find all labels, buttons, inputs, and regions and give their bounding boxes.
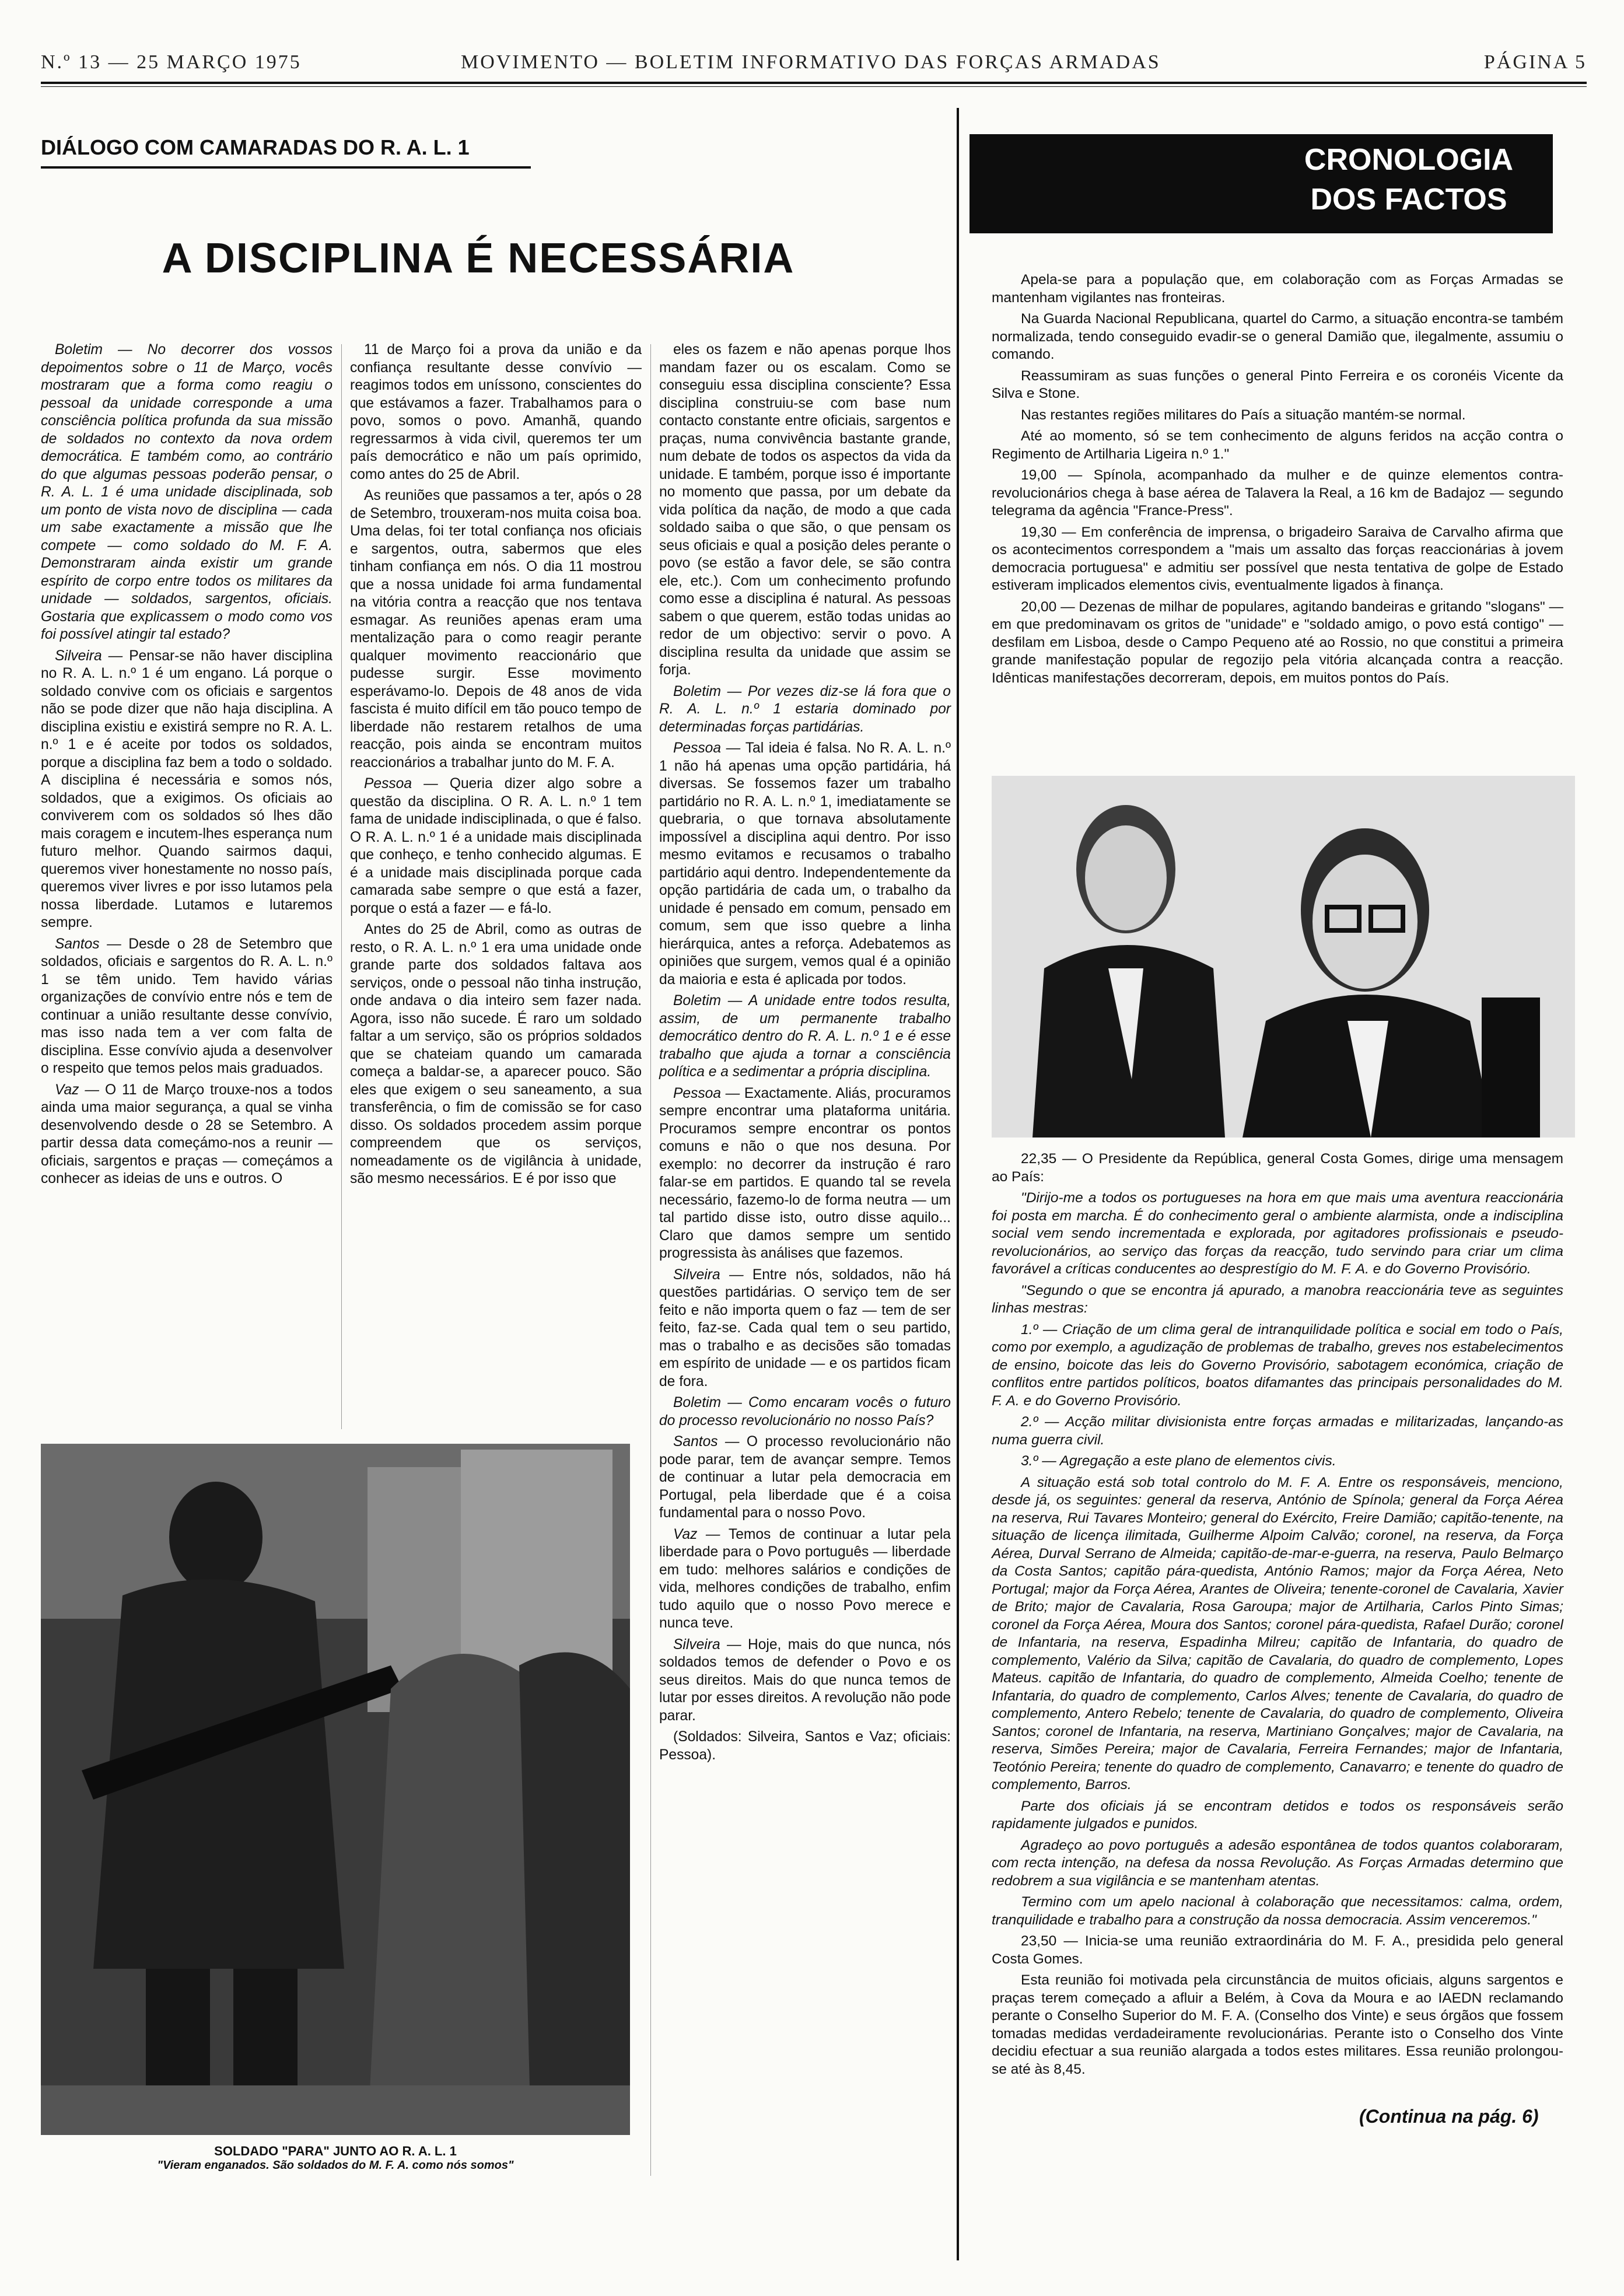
page-number: PÁGINA 5	[1483, 51, 1587, 73]
paragraph-text: 3.º — Agregação a este plano de elementos civis.	[1021, 1453, 1336, 1469]
paragraph	[350, 341, 642, 484]
speaker-name: Santos —	[673, 1434, 747, 1450]
header-rule-thin	[41, 86, 1587, 87]
publication-title: MOVIMENTO — BOLETIM INFORMATIVO DAS FORÇAS ARMADAS	[461, 51, 1161, 73]
paragraph-text: Hoje, mais do que nunca, nós soldados temos de defender o Povo e os seus direitos. Mais do que nunca temos de lutar por esses direitos. A revolução não pode parar.	[659, 1636, 951, 1724]
speaker-name: Vaz —	[55, 1082, 105, 1098]
paragraph-text: Queria dizer algo sobre a questão da disciplina. O R. A. L. n.º 1 tem fama de unidade indisciplinada, o que é falso. O R. A. L. n.º 1 é a unidade mais disciplinada que conheço, e tenho conhecido algumas. E é a unidade mais disciplinada porque cada camarada sabe sempre o que está a fazer, porque o está a fazer — e fá-lo.	[350, 776, 642, 916]
chronology-entry: Reassumiram as suas funções o general Pinto Ferreira e os coronéis Vicente da Silva e Stone.	[992, 368, 1563, 401]
speaker-name: Pessoa —	[673, 1085, 744, 1101]
paragraph-text: Agradeço ao povo português a adesão espontânea de todos quantos colaboraram, com recta intenção, na defesa da nossa Revolução. As Forças Armadas determino que redobrem a sua vigilância e se mantenham atentas.	[992, 1837, 1563, 1889]
paragraph	[659, 740, 951, 989]
speaker-name: Silveira —	[55, 648, 130, 664]
officials-photo	[992, 776, 1575, 1138]
speaker-name: Boletim —	[55, 342, 148, 358]
paragraph	[992, 1837, 1563, 1891]
continued-note: (Continua na pág. 6)	[1359, 2106, 1539, 2127]
paragraph-text: A unidade entre todos resulta, assim, de um permanente trabalho democrático dentro do R. A. L. n.º 1 e é esse trabalho que ajuda a tornar a consciência política e a sedimentar a própria disciplina.	[659, 993, 951, 1080]
article-headline: A DISCIPLINA É NECESSÁRIA	[162, 235, 795, 282]
chronology-entry: Apela-se para a população que, em colaboração com as Forças Armadas se mantenham vigilantes nas fronteiras.	[992, 272, 1563, 306]
paragraph	[659, 683, 951, 737]
speaker-name: Pessoa —	[364, 776, 450, 792]
chronology-entry: 19,30 — Em conferência de imprensa, o brigadeiro Saraiva de Carvalho afirma que os acontecimentos correspondem a "mais um assalto das forças reaccionárias à jovem democracia portuguesa" e admitiu ser possível que nesta tentativa de golpe de Estado estiveram implicados elementos civis, eventualmente ligados à finança.	[992, 524, 1563, 593]
paragraph	[992, 1933, 1563, 1968]
paragraph	[992, 1452, 1563, 1471]
paragraph	[992, 1321, 1563, 1410]
speaker-name: Boletim —	[673, 683, 748, 699]
paragraph-text: 1.º — Criação de um clima geral de intranquilidade política e social em todo o País, como por exemplo, a agudização de problemas de trabalho, greves nos estabelecimentos de ensino, boicote das leis do Governo Provisório, sabotagem económica, criação de conflitos entre partidos políticos, boatos difamantes das principais personalidades do M. F. A. e do Governo Provisório.	[992, 1321, 1563, 1409]
paragraph	[41, 1082, 332, 1188]
paragraph-text: Pensar-se não haver disciplina no R. A. L. n.º 1 é um engano. Lá porque o soldado convive com os oficiais e sargentos não se pode dizer que não haja disciplina. A disciplina existiu e existirá sempre no R. A. L. n.º 1 e é aceite por todos os soldados, porque a disciplina faz bem a todo o soldado. A disciplina é necessária e somos nós, soldados, que a exigimos. Os oficiais ao conviverem com os soldados só lhes dão mais coragem e incutem-lhes esperança num futuro melhor. Quando sairmos daqui, queremos viver honestamente no nosso país, queremos viver livres e por isso lutamos pela nossa liberdade. Lutamos e lutaremos sempre.	[41, 648, 332, 930]
paragraph-text: Exactamente. Aliás, procuramos sempre encontrar uma plataforma unitária. Procuramos sempre encontrar os pontos comuns e não o que nos desuna. Por exemplo: no decorrer da instrução é raro falar-se em partidos. E quando tal se revela necessário, fazemo-lo de forma neutra — um tal partido disse isto, outro disse aquilo... Claro que damos sempre um sentido progressista às análises que fazemos.	[659, 1085, 951, 1261]
paragraph-text: Antes do 25 de Abril, como as outras de resto, o R. A. L. n.º 1 era uma unidade onde grande parte dos soldados faltava aos serviços, onde o pessoal não tinha instrução, onde andava o dia inteiro sem fazer nada. Agora, isso não sucede. É raro um soldado faltar a um serviço, são os próprios soldados que se chateiam quando um camarada começa a baldar-se, a aparecer pouco. São eles que exigem o seu saneamento, a sua transferência, o fim de comissão se for caso disso. Os soldados procedem assim porque compreendem que os serviços, nomeadamente os de vigilância à unidade, são mesmo necessários. E é por isso que	[350, 922, 642, 1186]
section-divider	[957, 108, 959, 2260]
paragraph	[659, 1433, 951, 1522]
officials-photo-illustration	[992, 776, 1575, 1138]
paragraph	[992, 1282, 1563, 1318]
paragraph-text: Temos de continuar a lutar pela liberdade para o Povo português — liberdade em tudo: melhores salários e condições de vida, melhores condições de trabalho, enfim tudo aquilo que o nosso Povo merece e nunca teve.	[659, 1526, 951, 1631]
chronology-entry: Na Guarda Nacional Republicana, quartel do Carmo, a situação encontra-se também normalizada, tendo conseguido evadir-se o general Damião que, ilegalmente, assumiu o comando.	[992, 311, 1563, 362]
paragraph-text: "Dirijo-me a todos os portugueses na hora em que mais uma aventura reaccionária foi posta em marcha. É do conhecimento geral o ambiente alarmista, onde a indisciplina social vem sendo incrementada e explorada, por agitadores profissionais e pseudo-revolucionários, ao serviço das forças da reacção, tudo servindo para criar um clima favorável a críticas conducentes ao desprestígio do M. F. A. e do Governo Provisório.	[992, 1190, 1563, 1277]
paragraph	[659, 1394, 951, 1430]
speaker-name: Boletim —	[673, 993, 749, 1009]
paragraph	[992, 1413, 1563, 1449]
chronology-title: CRONOLOGIA DOS FACTOS	[1304, 143, 1514, 216]
column-divider	[650, 344, 651, 2176]
paragraph	[350, 487, 642, 772]
paragraph	[659, 1266, 951, 1391]
caption-subtitle: "Vieram enganados. São soldados do M. F. A. como nós somos"	[157, 2159, 514, 2172]
kicker-underline	[41, 166, 531, 169]
paragraph-text: 11 de Março foi a prova da união e da confiança resultante desse convívio — reagimos todos em uníssono, conscientes do que estávamos a fazer. Trabalhamos para o povo, somos o povo. Amanhã, quando regressarmos à vida civil, queremos ter um país democrático e não um país oprimido, como antes do 25 de Abril.	[350, 342, 642, 482]
paragraph-text: Parte dos oficiais já se encontram detidos e todos os responsáveis serão rapidamente julgados e punidos.	[992, 1798, 1563, 1832]
speaker-name: Santos —	[55, 936, 129, 952]
paragraph	[992, 1474, 1563, 1794]
paragraph-text: Como encaram vocês o futuro do processo revolucionário no nosso País?	[659, 1395, 951, 1429]
chronology-bottom-text	[992, 1150, 1563, 2082]
paragraph	[659, 1636, 951, 1726]
paragraph-text: Por vezes diz-se lá fora que o R. A. L. n.º 1 estaria dominado por determinadas forças partidárias.	[659, 683, 951, 735]
paragraph	[992, 1150, 1563, 1186]
chronology-entry: Até ao momento, só se tem conhecimento de alguns feridos na acção contra o Regimento de Artilharia Ligeira n.º 1."	[992, 428, 1563, 462]
paragraph	[659, 992, 951, 1082]
article-column-2	[350, 341, 642, 1192]
paragraph-text: Desde o 28 de Setembro que soldados, oficiais e sargentos do R. A. L. n.º 1 se têm unido. Tem havido várias organizações de convívio entre nós e tem de continuar a união resultante desse convívio, mas isso nada tem a ver com falta de disciplina. Esse convívio ajuda a desenvolver o respeito que temos pelos mais graduados.	[41, 936, 332, 1076]
paragraph	[659, 1526, 951, 1633]
paragraph-text: 23,50 — Inicia-se uma reunião extraordinária do M. F. A., presidida pelo general Costa Gomes.	[992, 1933, 1563, 1967]
chronology-entry: Nas restantes regiões militares do País a situação mantém-se normal.	[1021, 407, 1466, 423]
chronology-entry: 19,00 — Spínola, acompanhado da mulher e de quinze elementos contra-revolucionários chega à base aérea de Talavera la Real, a 16 km de Badajoz — segundo telegrama da agência "France-Press".	[992, 467, 1563, 519]
paragraph-text: O 11 de Março trouxe-nos a todos ainda uma maior segurança, a qual se vinha desenvolvendo desde o 28 se Setembro. A partir dessa data começámo-nos a reunir — oficiais, sargentos e praças — começámos a conhecer as ideias de uns e outros. O	[41, 1082, 332, 1186]
speaker-name: Boletim —	[673, 1395, 749, 1410]
paragraph	[41, 648, 332, 932]
speaker-name: Pessoa —	[673, 740, 746, 756]
paragraph-text: O processo revolucionário não pode parar, tem de avançar sempre. Temos de continuar a lutar pela democracia em Portugal, pela liberdade que é a coisa fundamental para o nosso Povo.	[659, 1434, 951, 1521]
article-column-1	[41, 341, 332, 1192]
paragraph	[992, 1894, 1563, 1929]
paragraph	[992, 1972, 1563, 2078]
paragraph-text: Termino com um apelo nacional à colaboração que necessitamos: calma, ordem, tranquilidade e trabalho para a construção da nossa democracia. Assim venceremos."	[992, 1894, 1563, 1928]
soldier-photo	[41, 1444, 630, 2135]
paragraph	[659, 341, 951, 680]
header-rule	[41, 82, 1587, 84]
soldier-photo-illustration	[41, 1444, 630, 2135]
paragraph	[350, 775, 642, 918]
speaker-name: Vaz —	[673, 1526, 729, 1542]
paragraph-text: No decorrer dos vossos depoimentos sobre o 11 de Março, vocês mostraram que a forma como reagiu o pessoal da unidade corresponde a uma consciência política profunda da sua missão de soldados no contexto da nova ordem democrática. E também como, ao contrário do que algumas pessoas poderão pensar, o R. A. L. 1 é uma unidade disciplinada, sob um ponto de vista novo de disciplina — cada um sabe exactamente a missão que lhe compete — como soldado do M. F. A. Demonstraram ainda existir um grande espírito de corpo entre todos os militares da unidade — soldados, sargentos, oficiais. Gostaria que explicassem o modo como vos foi possível atingir tal estado?	[41, 342, 332, 642]
chronology-entry: 20,00 — Dezenas de milhar de populares, agitando bandeiras e gritando "slogans" — em que predominavam os gritos de "unidade" e "soldado amigo, o povo está contigo" — desfilam em Lisboa, desde o Campo Pequeno até ao Rossio, no que constitui a primeira grande manifestação popular de regozijo pela vitória alcançada contra a reacção. Idênticas manifestações decorreram, depois, em muitos pontos do País.	[992, 598, 1563, 686]
photo-caption	[41, 2144, 630, 2172]
paragraph	[350, 921, 642, 1188]
chronology-top-text	[992, 271, 1563, 691]
issue-date: N.º 13 — 25 MARÇO 1975	[41, 51, 302, 73]
speaker-name: Silveira —	[673, 1266, 752, 1283]
speaker-name: Silveira —	[673, 1636, 748, 1653]
paragraph-text: eles os fazem e não apenas porque lhos mandam fazer ou os escalam. Como se conseguiu essa disciplina consciente? Essa disciplina construiu-se com base num contacto constante entre oficiais, sargentos e praças, numa convivência bastante grande, num debate de todos os aspectos da vida da unidade. E também, porque isso é importante no momento que passa, por um debate da vida política da nação, de modo a que cada soldado saiba o que são, o que pensam os seus oficiais e qual a posição deles perante o povo (se estão a favor dele, se são contra ele, etc.). Com um conhecimento profundo como esse a disciplina é natural. As pessoas sabem o que querem, estão todas unidas ao redor de um objectivo: servir o povo. A disciplina resulta da unidade que assim se forja.	[659, 342, 951, 678]
article-kicker: DIÁLOGO COM CAMARADAS DO R. A. L. 1	[41, 135, 470, 159]
paragraph-text: Entre nós, soldados, não há questões partidárias. O serviço tem de ser feito e não importa quem o faz — tem de ser feito, faz-se. Cada qual tem o seu partido, mas o trabalho e as decisões são tomadas em espírito de unidade — e os partidos ficam de fora.	[659, 1266, 951, 1390]
paragraph	[659, 1085, 951, 1263]
paragraph	[659, 1728, 951, 1764]
paragraph	[992, 1189, 1563, 1279]
paragraph-text: As reuniões que passamos a ter, após o 28 de Setembro, trouxeram-nos muita coisa boa. Uma delas, foi ter total confiança nos oficiais e sargentos, outra, sabermos que eles tinham confiança em nós. O dia 11 mostrou que a nossa unidade foi arma fundamental na vitória contra a reacção que nos tentava esmagar. As reuniões apenas eram uma mentalização para o como reagir perante qualquer movimento reaccionário que pudesse surgir. Esse movimento esperávamo-lo. Depois de 48 anos de vida fascista é muito difícil em tão pouco tempo de liberdade não restarem retalhos de uma reacção, pois ainda se encontram muitos reaccionários a trabalhar junto do M. F. A.	[350, 488, 642, 771]
paragraph-text: "Segundo o que se encontra já apurado, a manobra reaccionária teve as seguintes linhas mestras:	[992, 1282, 1563, 1316]
paragraph-text: A situação está sob total controlo do M. F. A. Entre os responsáveis, menciono, desde já, os seguintes: general da reserva, António de Spínola; general da Força Aérea na reserva, Rui Tavares Monteiro; general do Exército, Freire Damião; capitão-tenente, na situação de licença ilimitada, Guilherme Alpoim Calvão; coronel, na reserva, da Força Aérea, Durval Serrano de Almeida; capitão-de-mar-e-guerra, na reserva, Paulo Belmarço da Costa Santos; capitão pára-quedista, António Ramos; major da Força Aérea, Neto Portugal; major da Força Aérea, Arantes de Oliveira; tenente-coronel de Cavalaria, Xavier de Brito; major de Cavalaria, Rosa Garoupa; major de Artilharia, Carlos Pinto Simas; coronel da Força Aérea, Moura dos Santos; coronel pára-quedista, Rafael Durão; coronel de Infantaria, na reserva, Espadinha Milreu; capitão de Infantaria, do quadro de complemento, Valério da Silva; capitão de Cavalaria, do quadro de complemento, Lopes Mateus. capitão de Infantaria, do quadro de complemento, Almeida Coelho; tenente de Infantaria, do quadro de complemento, Carlos Alves; tenente de Cavalaria, do quadro de complemento, Antero Rebelo; tenente de Cavalaria, do quadro de complemento, Oliveira Santos; coronel de Infantaria, na reserva, Martiniano Gonçalves; major de Cavalaria, na reserva, Simões Pereira; major de Cavalaria, Ferreira Fernandes; major de Infantaria, Teotónio Pereira; tenente do quadro de complemento, Canavarro; e tenente do quadro de complemento, Barros.	[992, 1474, 1563, 1793]
article-column-3	[659, 341, 951, 1768]
paragraph	[41, 936, 332, 1078]
paragraph	[41, 341, 332, 644]
paragraph-text: Esta reunião foi motivada pela circunstância de muitos oficiais, alguns sargentos e praças terem começado a afluir a Belém, à Cova da Moura e ao IAEDN reclamando perante o Conselho Superior do M. F. A. (Conselho dos Vinte) e seus órgãos que fossem tomadas medidas verdadeiramente revolucionárias. Perante isto o Conselho dos Vinte decidiu efectuar a sua reunião alargada a todos estes militares. Essa reunião prolongou-se até às 8,45.	[992, 1972, 1563, 2077]
paragraph-text: (Soldados: Silveira, Santos e Vaz; oficiais: Pessoa).	[659, 1729, 951, 1763]
paragraph-text: Tal ideia é falsa. No R. A. L. n.º 1 não há apenas uma opção partidária, há diversas. Se fossemos fazer um trabalho partidário no R. A. L. n.º 1, imediatamente se quebraria, o que tornava absolutamente impossível a disciplina aqui dentro. Por isso mesmo evitamos e recusamos o trabalho partidário aqui dentro. Independentemente da opção partidária de cada um, o trabalho da unidade é pensado em comum, pensado em comum, sem que isso quebre a linha hierárquica, antes a reforça. Adebatemos as opiniões que surgem, vemos qual é a opinião da maioria e esta é aplicada por todos.	[659, 740, 951, 988]
paragraph-text: 2.º — Acção militar divisionista entre forças armadas e militarizadas, lançando-as numa guerra civil.	[992, 1414, 1563, 1448]
caption-title: SOLDADO "PARA" JUNTO AO R. A. L. 1	[214, 2144, 457, 2158]
paragraph-text: 22,35 — O Presidente da República, general Costa Gomes, dirige uma mensagem ao País:	[992, 1151, 1563, 1185]
paragraph	[992, 1798, 1563, 1833]
column-divider	[341, 344, 342, 1429]
